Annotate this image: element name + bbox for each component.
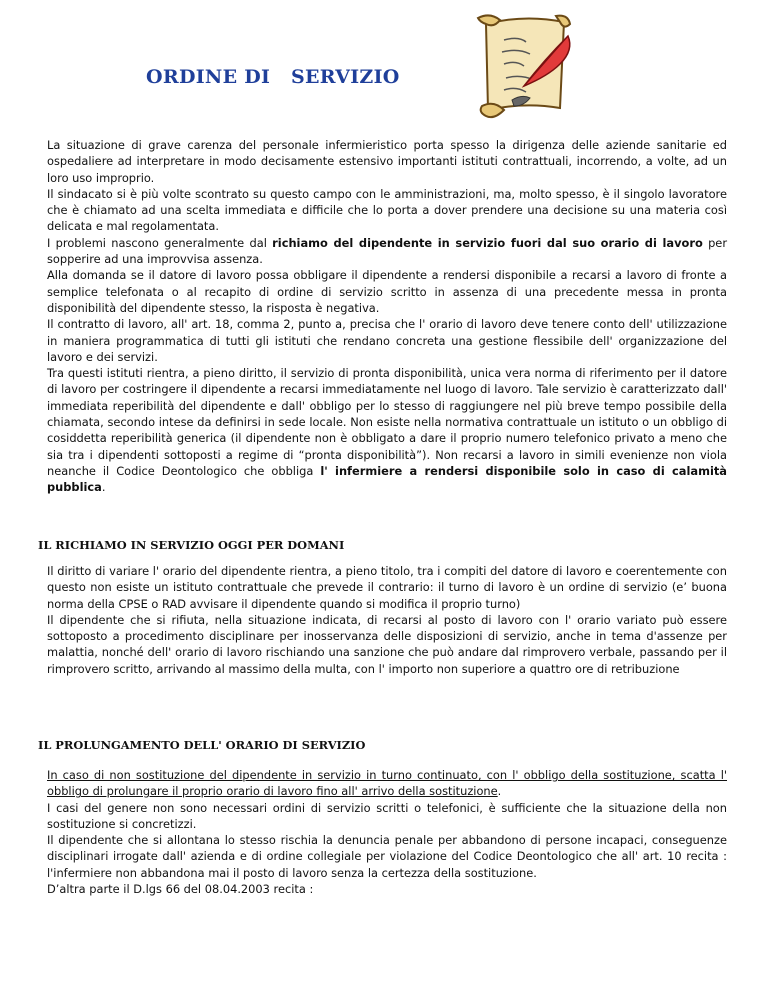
paragraph: Il dipendente che si rifiuta, nella situazione indicata, di recarsi al posto di lavoro con l' orario variato può essere sottoposto a procedimento disciplinare per inosservanza delle disposizioni di servizio, anche in tema d'assenze per malattia, nonché dell' orario di lavoro rischiando una sanzione che può andare dal rimprovero verbale, passando per il rimprovero scritto, arrivando al massimo della multa, con l' importo non superiore a quattro ore di retribuzione <box>47 612 727 676</box>
paragraph: Il sindacato si è più volte scontrato su questo campo con le amministrazioni, ma, molto spesso, è il singolo lavoratore che è chiamato ad una scelta immediata e difficile che lo porta a dover prendere una decisione su una materia così delicata e mal regolamentata. <box>47 186 727 234</box>
paragraph: La situazione di grave carenza del personale infermieristico porta spesso la dirigenza delle aziende sanitarie ed ospedaliere ad interpretare in modo decisamente estensivo importanti istituti contrattuali, incorrendo, a volte, ad un loro uso improprio. <box>47 138 727 185</box>
paragraph: Tra questi istituti rientra, a pieno diritto, il servizio di pronta disponibilità, unica vera norma di riferimento per il datore di lavoro per costringere il dipendente a recarsi immediatamente nel luogo di lavoro. Tale servizio è caratterizzato dall' immediata reperibilità del dipendente e dall' obbligo per lo stesso di raggiungere nel più breve tempo possibile della chiamata, secondo intese da definirsi in sede locale. Non esiste nella normativa contrattuale un istituto o un obbligo di cosiddetta reperibilità generica (il dipendente non è obbligato a dare il proprio numero telefonico privato a meno che sia tra i dipendenti sottoposti a regime di “pronta disponibilità”). Non recarsi a lavoro in simili evenienze non viola neanche il Codice Deontologico che obbliga l' infermiere a rendersi disponibile solo in caso di calamità pubblica. <box>47 366 727 495</box>
section-heading-prolungamento: IL PROLUNGAMENTO DELL' ORARIO DI SERVIZIO <box>38 738 366 752</box>
paragraph: Il dipendente che si allontana lo stesso rischia la denuncia penale per abbandono di persone incapaci, conseguenze disciplinari irrogate dall' azienda e di ordine collegiale per violazione del Codice Deontologico che all' art. 10 recita : l'infermiere non abbandona mai il posto di lavoro senza la certezza della sostituzione. <box>47 833 727 880</box>
paragraph: D’altra parte il D.lgs 66 del 08.04.2003 recita : <box>47 882 314 897</box>
paragraph: In caso di non sostituzione del dipendente in servizio in turno continuato, con l' obbligo della sostituzione, scatta l' obbligo di prolungare il proprio orario di lavoro fino all' arrivo della sostituzione. <box>47 768 727 799</box>
page-title: ORDINE DI SERVIZIO <box>146 66 400 88</box>
section-heading-richiamo: IL RICHIAMO IN SERVIZIO OGGI PER DOMANI <box>38 538 345 552</box>
paragraph: Il contratto di lavoro, all' art. 18, comma 2, punto a, precisa che l' orario di lavoro deve tenere conto dell' utilizzazione in maniera programmatica di tutti gli istituti che rendano concreta una gestione flessibile dell' organizzazione del lavoro e dei servizi. <box>47 317 727 364</box>
section-richiamo-body <box>47 563 727 677</box>
paragraph: I casi del genere non sono necessari ordini di servizio scritti o telefonici, è sufficiente che la situazione della non sostituzione si concretizzi. <box>47 800 727 831</box>
parchment-quill-illustration <box>464 10 582 124</box>
paragraph: Il diritto di variare l' orario del dipendente rientra, a pieno titolo, tra i compiti del datore di lavoro e coerentemente con questo non esiste un istituto contrattuale che prevede il contrario: il turno di lavoro è un ordine di servizio (e’ buona norma della CPSE o RAD avvisare il dipendente quando si modifica il proprio turno) <box>47 564 727 611</box>
paragraph: Alla domanda se il datore di lavoro possa obbligare il dipendente a rendersi disponibile a recarsi a lavoro di fronte a semplice telefonata o al recapito di ordine di servizio scritto in assenza di una precedente messa in pronta disponibilità del dipendente stesso, la risposta è negativa. <box>47 268 727 315</box>
paragraph: I problemi nascono generalmente dal richiamo del dipendente in servizio fuori dal suo orario di lavoro per sopperire ad una improvvisa assenza. <box>47 235 728 267</box>
section-prolungamento-body <box>47 767 727 897</box>
intro-section <box>47 137 727 496</box>
